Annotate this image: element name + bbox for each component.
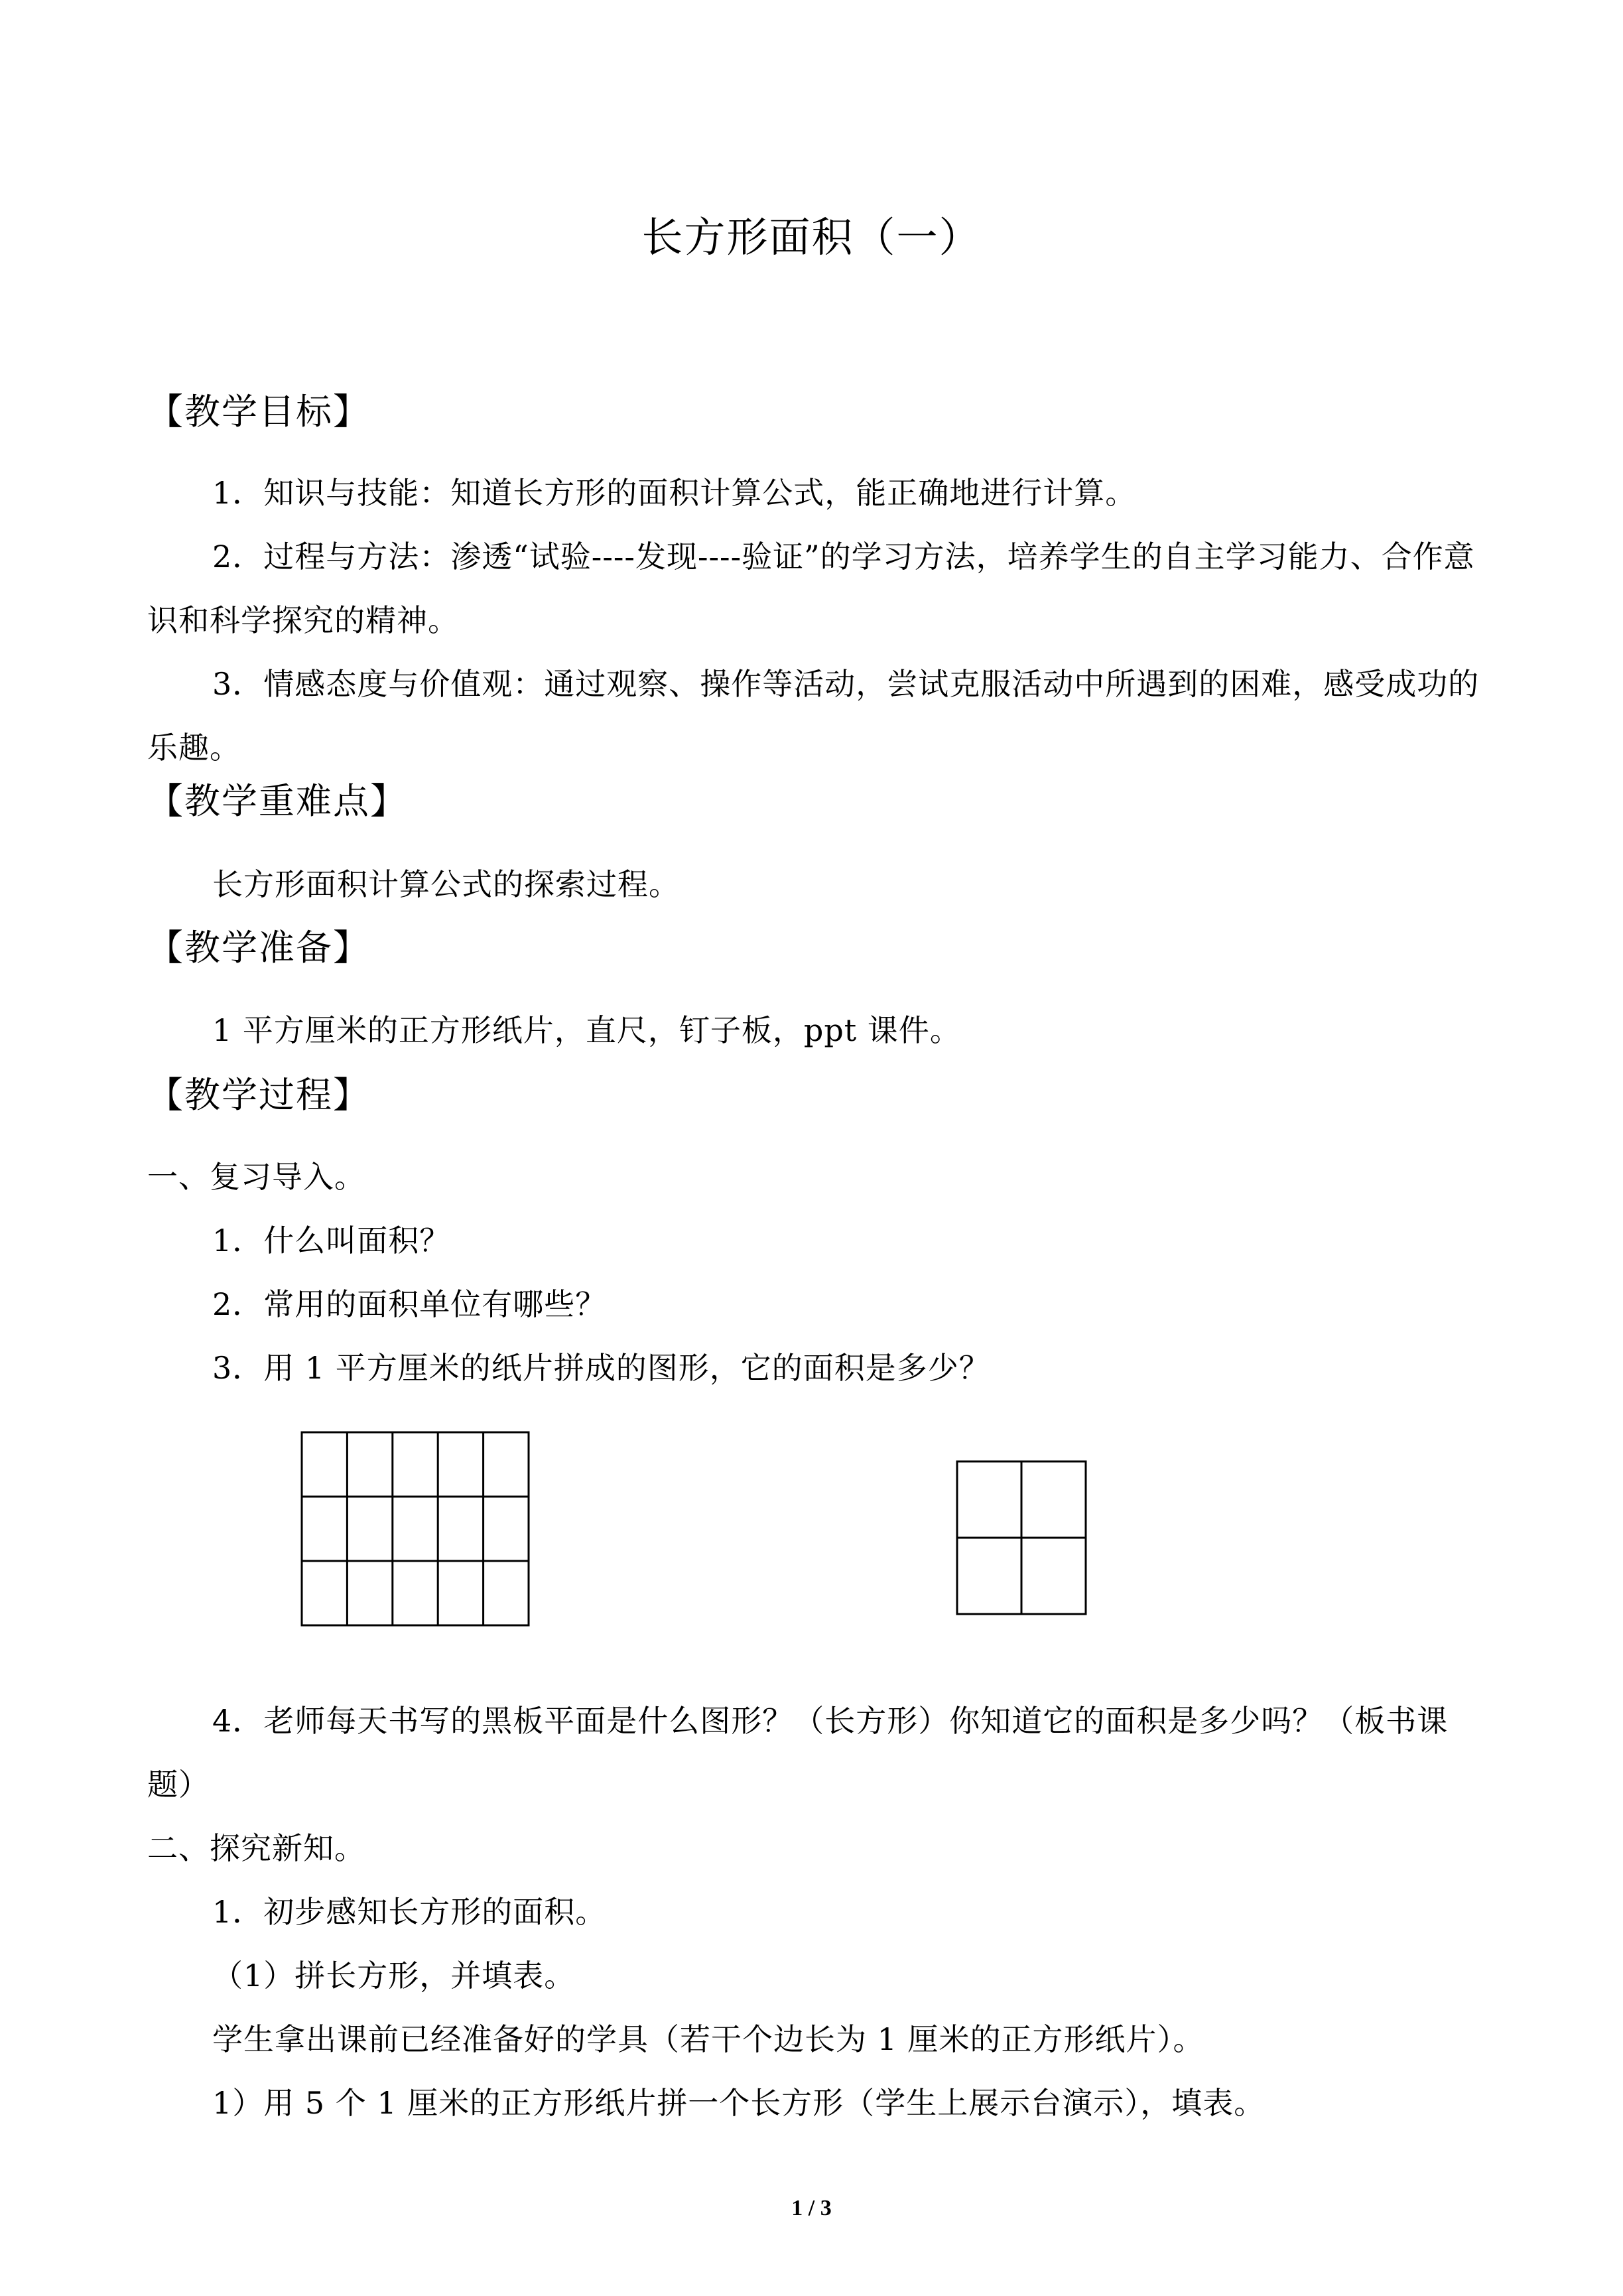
preparation-text: 1 平方厘米的正方形纸片，直尺，钉子板，ppt 课件。	[212, 1012, 961, 1048]
heading-preparation: 【教学准备】	[147, 927, 370, 969]
grid-figure-2x2	[955, 1459, 1089, 1619]
step-1a: （1）拼长方形，并填表。	[212, 1958, 576, 1993]
key-points-text: 长方形面积计算公式的探索过程。	[212, 866, 680, 902]
question-3: 3．用 1 平方厘米的纸片拼成的图形，它的面积是多少？	[212, 1350, 990, 1386]
question-1: 1．什么叫面积？	[212, 1223, 451, 1258]
step-1c: 1）用 5 个 1 厘米的正方形纸片拼一个长方形（学生上展示台演示），填表。	[212, 2085, 1266, 2121]
step-1b: 学生拿出课前已经准备好的学具（若干个边长为 1 厘米的正方形纸片）。	[212, 2021, 1204, 2057]
heading-teaching-goals: 【教学目标】	[147, 391, 370, 433]
goal-3: 3．情感态度与价值观：通过观察、操作等活动，尝试克服活动中所遇到的困难，感受成功的乐趣。	[147, 666, 1480, 766]
part2-title: 二、探究新知。	[147, 1830, 365, 1866]
goal-2: 2．过程与方法：渗透“试验----发现----验证”的学习方法，培养学生的自主学习能力、合作意识和科学探究的精神。	[147, 539, 1475, 638]
step-1: 1．初步感知长方形的面积。	[212, 1894, 607, 1930]
goal-1: 1．知识与技能：知道长方形的面积计算公式，能正确地进行计算。	[212, 475, 1137, 511]
page-number: 1 / 3	[791, 2196, 832, 2220]
question-4: 4．老师每天书写的黑板平面是什么图形？（长方形）你知道它的面积是多少吗？（板书课题）	[147, 1703, 1449, 1802]
heading-key-points: 【教学重难点】	[147, 780, 407, 822]
part1-title: 一、复习导入。	[147, 1159, 365, 1195]
question-2: 2．常用的面积单位有哪些？	[212, 1286, 607, 1322]
grid-figure-3x5	[300, 1430, 532, 1629]
heading-process: 【教学过程】	[147, 1074, 370, 1116]
page-title: 长方形面积（一）	[641, 213, 982, 261]
